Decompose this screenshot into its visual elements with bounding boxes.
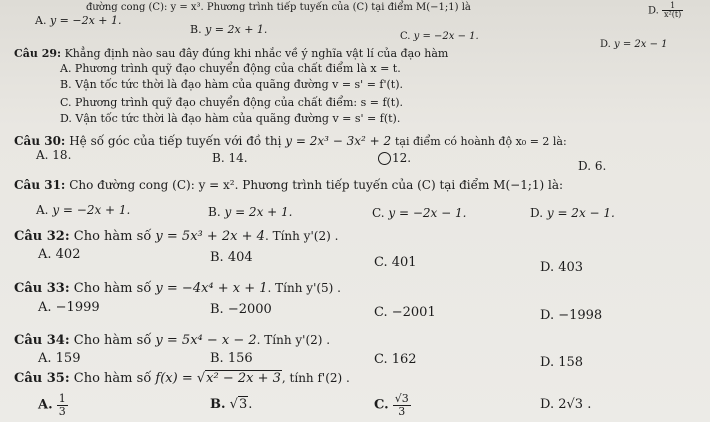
q32-option-d: D. 403 (540, 260, 584, 275)
q28-option-a: A. y = −2x + 1. (35, 14, 122, 27)
q34-option-b: B. 156 (210, 351, 253, 366)
q32-option-a: A. 402 (38, 247, 81, 262)
q28-option-c: C. y = −2x − 1. (400, 31, 479, 42)
q34-option-d: D. 158 (540, 355, 584, 370)
q31-option-b: B. y = 2x + 1. (208, 205, 293, 219)
q31-stem: Câu 31: Cho đường cong (C): y = x². Phương trình tiếp tuyến của (C) tại điểm M(−1;1) là: (14, 178, 564, 192)
q31-option-a: A. y = −2x + 1. (36, 203, 131, 217)
q29-option-c: C. Phương trình quỹ đạo chuyển động của chất điểm: s = f(t). (60, 96, 404, 109)
q33-stem: Câu 33: Cho hàm số y = −4x⁴ + x + 1. Tính y'(5) . (14, 281, 341, 296)
q29-option-b: B. Vận tốc tức thời là đạo hàm của quãng đường v = s' = f'(t). (60, 78, 404, 91)
q29-option-a: A. Phương trình quỹ đạo chuyển động của chất điểm là x = t. (60, 62, 401, 75)
q33-option-a: A. −1999 (38, 300, 100, 315)
q30-option-b: B. 14. (212, 151, 248, 165)
q34-option-a: A. 159 (38, 351, 81, 366)
q30-stem: Câu 30: Hệ số góc của tiếp tuyến với đồ thị y = 2x³ − 3x² + 2 tại điểm có hoành độ x₀ = 2 là: (14, 134, 567, 148)
q32-option-c: C. 401 (374, 255, 417, 270)
q34-stem: Câu 34: Cho hàm số y = 5x⁴ − x − 2. Tính y'(2) . (14, 333, 331, 348)
answer-circle-mark (378, 152, 391, 165)
q35-option-b: B. √3. (210, 397, 253, 412)
q30-option-d: D. 6. (578, 159, 607, 173)
q28-option-d-fragment: D. $\frac{1}{\text{x²(t)}}$ (648, 1, 682, 20)
q33-option-b: B. −2000 (210, 302, 272, 317)
q28-option-b: B. y = 2x + 1. (190, 23, 268, 36)
q35-stem: Câu 35: Cho hàm số f(x) = √x² − 2x + 3, tính f'(2) . (14, 371, 350, 386)
q32-stem: Câu 32: Cho hàm số y = 5x³ + 2x + 4. Tính y'(2) . (14, 229, 339, 244)
q34-option-c: C. 162 (374, 352, 417, 367)
q33-option-c: C. −2001 (374, 305, 436, 320)
q35-option-a: A. $\frac{1}{3}$ (38, 392, 66, 418)
q30-option-a: A. 18. (36, 148, 72, 162)
q32-option-b: B. 404 (210, 250, 253, 265)
q33-option-d: D. −1998 (540, 308, 603, 323)
q29-stem: Câu 29: Khẳng định nào sau đây đúng khi nhắc về ý nghĩa vật lí của đạo hàm (14, 47, 449, 60)
q28-option-d: D. y = 2x − 1 (600, 39, 668, 50)
q31-option-d: D. y = 2x − 1. (530, 206, 615, 220)
q35-option-c: C. $\frac{√3}{3}$ (374, 392, 409, 418)
q35-option-d: D. 2√3 . (540, 397, 592, 412)
q30-option-c: 12. (378, 152, 411, 165)
q28-stem-fragment: đường cong (C): y = x³. Phương trình tiếp tuyến của (C) tại điểm M(−1;1) là (86, 2, 471, 13)
q29-option-d: D. Vận tốc tức thời là đạo hàm của quãng đường v = s' = f(t). (60, 112, 401, 125)
q31-option-c: C. y = −2x − 1. (372, 206, 467, 220)
